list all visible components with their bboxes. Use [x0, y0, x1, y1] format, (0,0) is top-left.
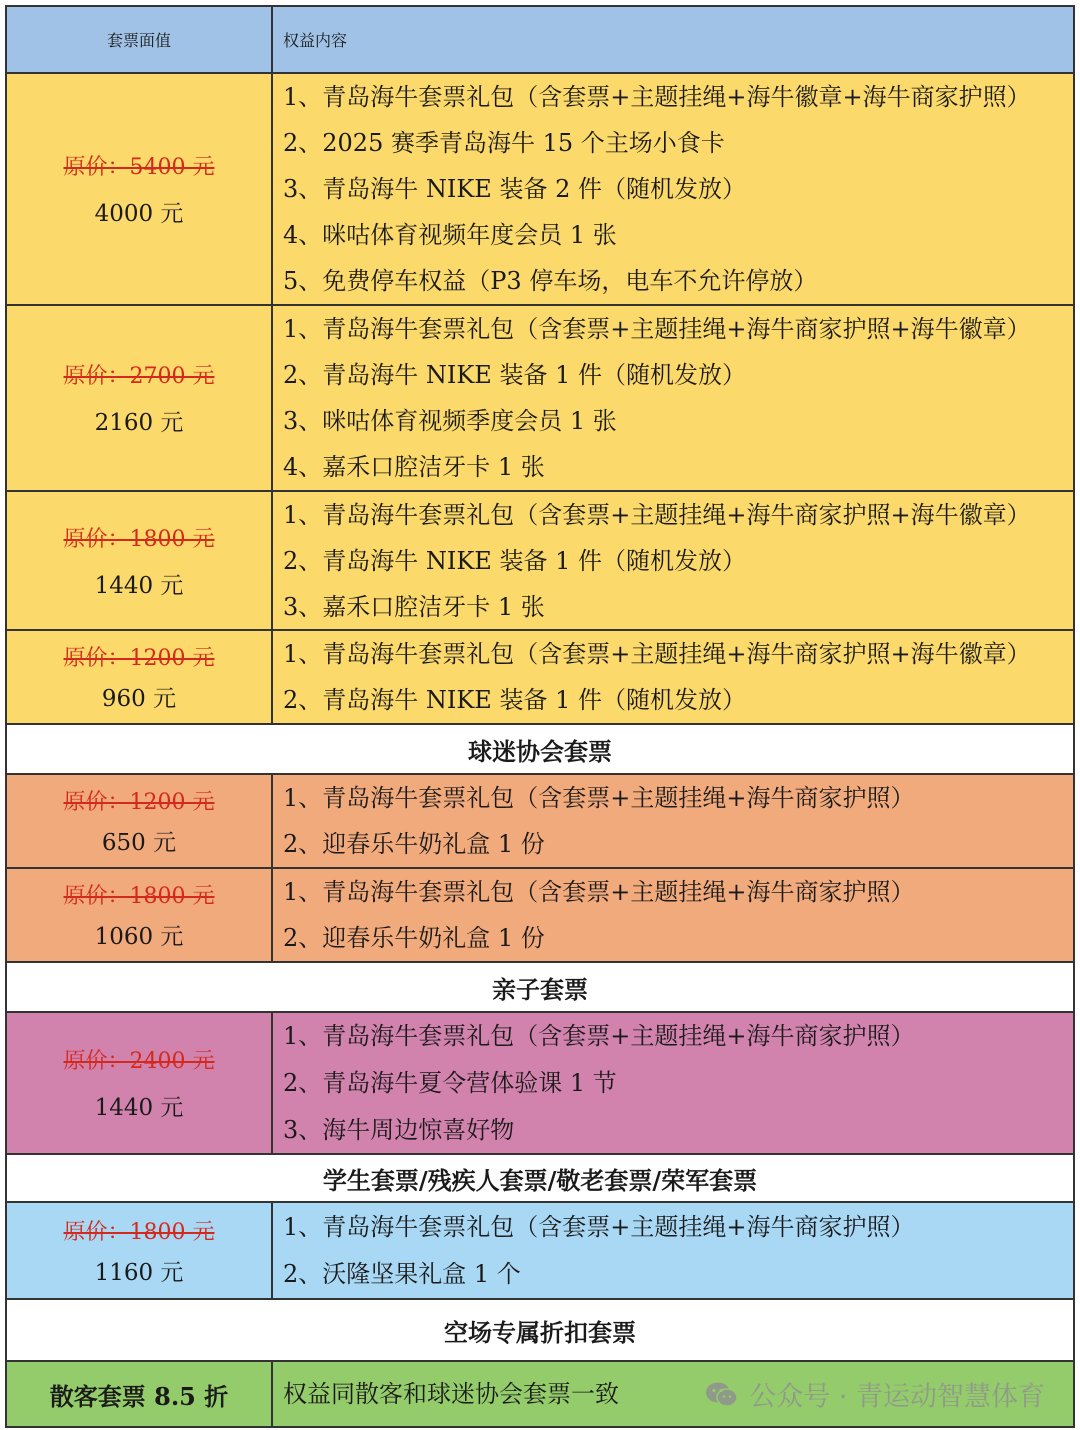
benefit-item: 2、迎春乐牛奶礼盒 1 份: [283, 924, 545, 952]
wechat-icon: [705, 1380, 739, 1408]
tier-row: [7, 631, 1073, 725]
header-price: 套票面值: [7, 7, 273, 72]
section-title-student: 学生套票/残疾人套票/敬老套票/荣军套票: [7, 1155, 1073, 1203]
benefit-item: 2、青岛海牛 NIKE 装备 1 件（随机发放）: [283, 547, 746, 575]
price-cell: [7, 869, 273, 961]
benefit-item: 1、青岛海牛套票礼包（含套票+主题挂绳+海牛商家护照+海牛徽章）: [283, 501, 1031, 529]
price-cell: [7, 1013, 273, 1153]
benefit-item: 2、沃隆坚果礼盒 1 个: [283, 1260, 521, 1289]
current-price: 960 元: [101, 686, 177, 712]
benefit-item: 1、青岛海牛套票礼包（含套票+主题挂绳+海牛商家护照+海牛徽章）: [283, 315, 1031, 343]
price-cell: [7, 775, 273, 867]
section-title-empty: 空场专属折扣套票: [7, 1300, 1073, 1362]
benefit-item: 2、青岛海牛夏令营体验课 1 节: [283, 1068, 617, 1097]
table-header: [7, 7, 1073, 74]
current-price: 650 元: [101, 830, 177, 856]
tier-row: [7, 74, 1073, 306]
tier-row: [7, 869, 1073, 963]
original-price: 原价：1200 元: [63, 790, 215, 815]
price-cell: [7, 1203, 273, 1298]
benefit-item: 1、青岛海牛套票礼包（含套票+主题挂绳+海牛商家护照）: [283, 878, 915, 906]
price-cell: [7, 74, 273, 304]
section-title-family: 亲子套票: [7, 963, 1073, 1013]
current-price: 1440 元: [94, 1095, 184, 1121]
benefit-item: 3、青岛海牛 NIKE 装备 2 件（随机发放）: [283, 175, 746, 203]
original-price: 原价：2700 元: [63, 364, 215, 389]
current-price: 1160 元: [94, 1259, 184, 1286]
original-price: 原价：1800 元: [63, 526, 215, 552]
benefit-item: 2、2025 赛季青岛海牛 15 个主场小食卡: [283, 129, 725, 157]
benefit-item: 1、青岛海牛套票礼包（含套票+主题挂绳+海牛商家护照+海牛徽章）: [283, 640, 1031, 668]
benefit-item: 2、青岛海牛 NIKE 装备 1 件（随机发放）: [283, 686, 746, 714]
watermark: [705, 1375, 1045, 1414]
benefit-cell: [273, 869, 1073, 961]
current-price: 2160 元: [94, 410, 184, 436]
tier-row: [7, 775, 1073, 869]
price-cell: 散客套票 8.5 折: [7, 1362, 273, 1426]
benefit-item: 2、迎春乐牛奶礼盒 1 份: [283, 830, 545, 858]
benefit-item: 3、嘉禾口腔洁牙卡 1 张: [283, 593, 545, 621]
header-benefit: 权益内容: [283, 31, 348, 50]
price-cell: [7, 631, 273, 723]
original-price: 原价：1800 元: [63, 1219, 215, 1245]
benefit-cell: [273, 1013, 1073, 1153]
benefit-item: 1、青岛海牛套票礼包（含套票+主题挂绳+海牛商家护照）: [283, 784, 915, 812]
original-price: 原价：5400 元: [63, 155, 215, 180]
benefit-cell: [273, 74, 1073, 304]
current-price: 1060 元: [94, 924, 184, 950]
ticket-table: [5, 5, 1075, 1428]
benefit-cell: [273, 306, 1073, 490]
benefit-cell: [273, 775, 1073, 867]
original-price: 原价：2400 元: [63, 1049, 215, 1074]
benefit-cell: [273, 492, 1073, 629]
current-price: 4000 元: [94, 201, 184, 227]
benefit-item: 1、青岛海牛套票礼包（含套票+主题挂绳+海牛徽章+海牛商家护照）: [283, 83, 1031, 111]
tier-row: [7, 306, 1073, 492]
tier-row: [7, 1013, 1073, 1155]
benefit-item: 3、海牛周边惊喜好物: [283, 1115, 515, 1144]
original-price: 原价：1800 元: [63, 884, 215, 909]
section-title-fan: 球迷协会套票: [7, 725, 1073, 775]
watermark-text: 公众号 · 青运动智慧体育: [749, 1381, 1045, 1413]
benefit-item: 4、咪咕体育视频年度会员 1 张: [283, 221, 617, 249]
benefit-item: 3、咪咕体育视频季度会员 1 张: [283, 407, 617, 435]
benefit-item: 1、青岛海牛套票礼包（含套票+主题挂绳+海牛商家护照）: [283, 1022, 915, 1051]
price-cell: [7, 306, 273, 490]
current-price: 1440 元: [94, 572, 184, 599]
benefit-cell: [273, 1203, 1073, 1298]
tier-row: [7, 492, 1073, 631]
benefit-cell: [273, 631, 1073, 723]
benefit-item: 权益同散客和球迷协会套票一致: [283, 1380, 619, 1408]
benefit-item: 5、免费停车权益（P3 停车场，电车不允许停放）: [283, 267, 818, 295]
tier-row: [7, 1362, 1073, 1426]
original-price: 原价：1200 元: [63, 646, 215, 671]
price-cell: [7, 492, 273, 629]
benefit-item: 1、青岛海牛套票礼包（含套票+主题挂绳+海牛商家护照）: [283, 1212, 915, 1241]
benefit-item: 2、青岛海牛 NIKE 装备 1 件（随机发放）: [283, 361, 746, 389]
tier-row: [7, 1203, 1073, 1300]
benefit-item: 4、嘉禾口腔洁牙卡 1 张: [283, 453, 545, 481]
